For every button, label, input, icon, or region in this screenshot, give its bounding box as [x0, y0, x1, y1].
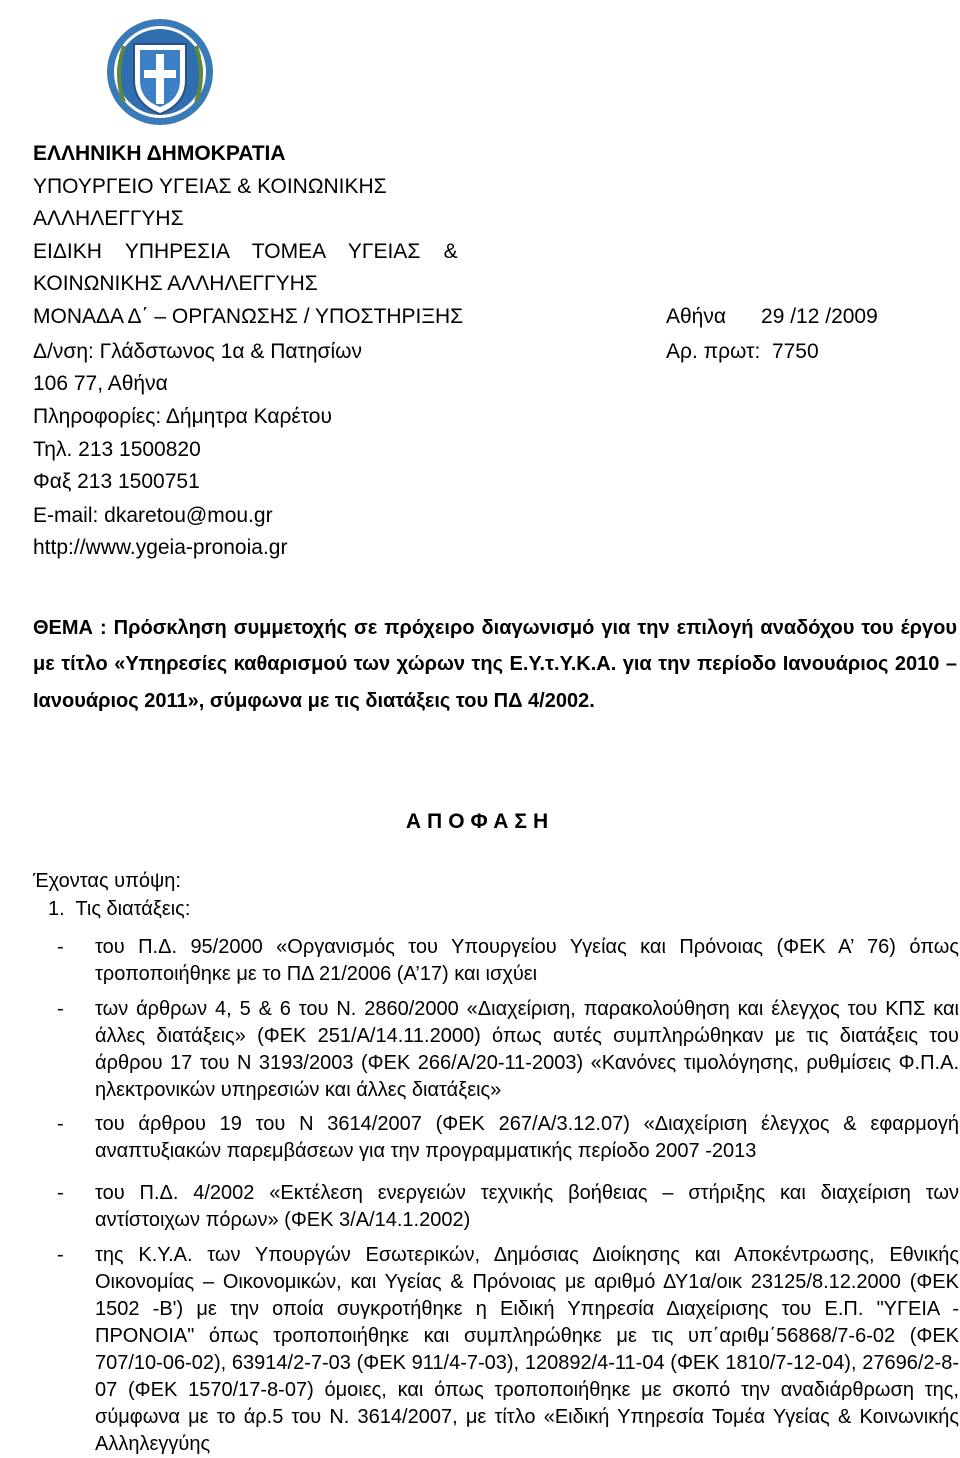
header-line: ΕΛΛΗΝΙΚΗ ΔΗΜΟΚΡΑΤΙΑ: [33, 142, 286, 165]
header-line: Τηλ. 213 1500820: [33, 438, 201, 461]
header-line: ΑΛΛΗΛΕΓΓΥΗΣ: [33, 207, 184, 230]
header-line: ΚΟΙΝΩΝΙΚΗΣ ΑΛΛΗΛΕΓΓΥΗΣ: [33, 272, 318, 295]
numbered-item: 1. Τις διατάξεις:: [48, 898, 191, 920]
given-label: Έχοντας υπόψη:: [33, 870, 181, 892]
header-line: Φαξ 213 1500751: [33, 470, 200, 493]
bullet-dash: -: [57, 1244, 64, 1266]
header-line: E-mail: dkaretou@mou.gr: [33, 504, 273, 527]
header-line: ΥΠΟΥΡΓΕΙΟ ΥΓΕΙΑΣ & ΚΟΙΝΩΝΙΚΗΣ: [33, 175, 387, 198]
header-line: ΜΟΝΑΔΑ Δ΄ – ΟΡΓΑΝΩΣΗΣ / ΥΠΟΣΤΗΡΙΞΗΣ: [33, 305, 464, 328]
list-item-text: της Κ.Υ.Α. των Υπουργών Εσωτερικών, Δημόσιας Διοίκησης και Αποκέντρωσης, Εθνικής Οικονομίας – Οικονομικών, και Υγείας & Πρόνοιας με αριθμό ΔΥ1α/οικ 23125/8.12.2000 (ΦΕΚ 1502 -Β') με την οποία συγκροτήθηκε η Ειδική Υπηρεσία Διαχείρισης του Ε.Π. "ΥΓΕΙΑ - ΠΡΟΝΟΙΑ" όπως τροποποιήθηκε και συμπληρώθηκε με τις υπ΄αριθμ΄56868/7-6-02 (ΦΕΚ 707/10-06-02), 63914/2-7-03 (ΦΕΚ 911/4-7-03), 120892/4-11-04 (ΦΕΚ 1810/7-12-04), 27696/2-8-07 (ΦΕΚ 1570/17-8-07) όμοιες, και όπως τροποποιήθηκε με σκοπό την αναδιάρθρωση της, σύμφωνα με το άρ.5 του Ν. 3614/2007, με τίτλο «Ειδική Υπηρεσία Τομέα Υγείας & Κοινωνικής Αλληλεγγύης: [95, 1244, 959, 1455]
protocol-line: Αρ. πρωτ: 7750: [666, 340, 819, 363]
list-item-text: του Π.Δ. 4/2002 «Εκτέλεση ενεργειών τεχνικής βοήθειας – στήριξης και διαχείριση των αντίστοιχων πόρων» (ΦΕΚ 3/Α/14.1.2002): [95, 1182, 959, 1231]
list-item-text: του άρθρου 19 του Ν 3614/2007 (ΦΕΚ 267/Α/3.12.07) «Διαχείριση έλεγχος & εφαρμογή αναπτυξιακών παρεμβάσεων για την προγραμματικής περίοδο 2007 -2013: [95, 1113, 959, 1162]
header-line: ΕΙΔΙΚΗ ΥΠΗΡΕΣΙΑ ΤΟΜΕΑ ΥΓΕΙΑΣ &: [33, 240, 458, 263]
list-item-text: του Π.Δ. 95/2000 «Οργανισμός του Υπουργείου Υγείας και Πρόνοιας (ΦΕΚ Α’ 76) όπως τροποποιήθηκε με το ΠΔ 21/2006 (Α’17) και ισχύει: [95, 936, 959, 985]
header-line: http://www.ygeia-pronoia.gr: [33, 536, 288, 559]
bullet-dash: -: [57, 1113, 64, 1135]
decision-title: ΑΠΟΦΑΣΗ: [405, 810, 555, 833]
bullet-dash: -: [57, 936, 64, 958]
greek-emblem-icon: [104, 16, 216, 128]
bullet-dash: -: [57, 1182, 64, 1204]
header-line: 106 77, Αθήνα: [33, 372, 168, 395]
date-line: Αθήνα 29 /12 /2009: [666, 305, 878, 328]
list-item-text: των άρθρων 4, 5 & 6 του Ν. 2860/2000 «Διαχείριση, παρακολούθηση και έλεγχος του ΚΠΣ και άλλες διατάξεις» (ΦΕΚ 251/Α/14.11.2000) όπως αυτές συμπληρώθηκαν με τις διατάξεις του άρθρου 17 του Ν 3193/2003 (ΦΕΚ 266/Α/20-11-2003) «Κανόνες τιμολόγησης, ρυθμίσεις Φ.Π.Α. ηλεκτρονικών υπηρεσιών και άλλες διατάξεις»: [95, 998, 959, 1101]
subject-paragraph: ΘΕΜΑ : Πρόσκληση συμμετοχής σε πρόχειρο διαγωνισμό για την επιλογή αναδόχου του έργου με τίτλο «Υπηρεσίες καθαρισμού των χώρων της Ε.Υ.τ.Υ.Κ.Α. για την περίοδο Ιανουάριος 2010 – Ιανουάριος 2011», σύμφωνα με τις διατάξεις του ΠΔ 4/2002.: [33, 617, 957, 712]
header-line: Πληροφορίες: Δήμητρα Καρέτου: [33, 405, 332, 428]
header-line: Δ/νση: Γλάδστωνος 1α & Πατησίων: [33, 340, 363, 363]
bullet-dash: -: [57, 998, 64, 1020]
